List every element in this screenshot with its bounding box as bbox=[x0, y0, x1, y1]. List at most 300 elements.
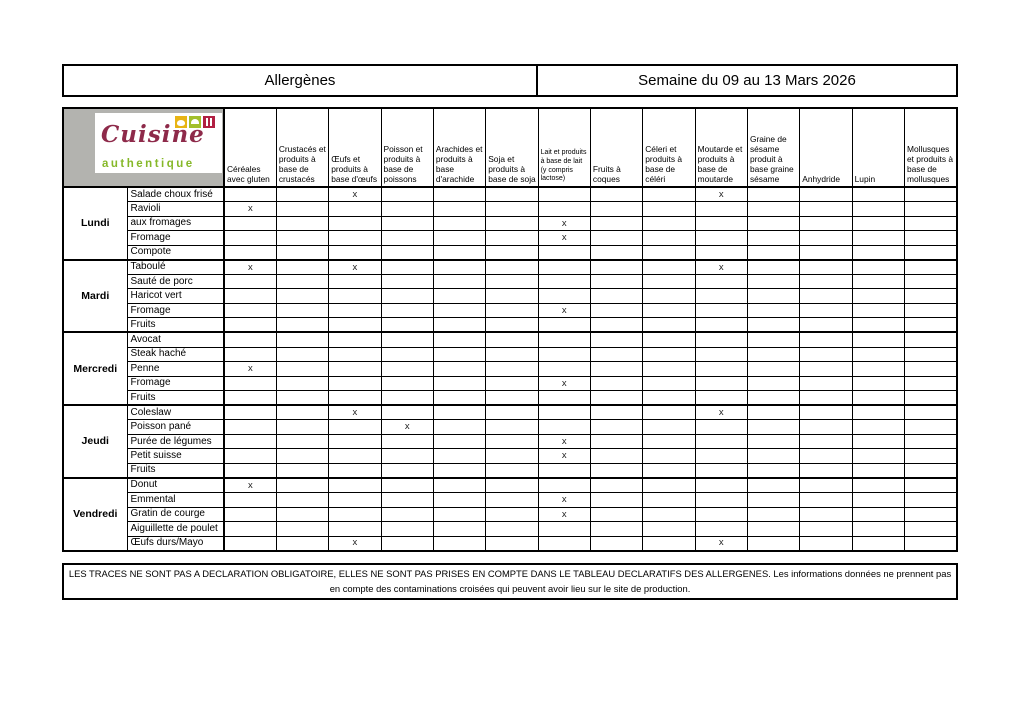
allergen-mark-cell bbox=[433, 303, 485, 318]
allergen-mark-cell bbox=[276, 478, 328, 493]
allergen-mark-cell bbox=[276, 303, 328, 318]
dish-cell: Petit suisse bbox=[127, 449, 224, 464]
allergen-mark-cell bbox=[276, 362, 328, 377]
day-cell: Jeudi bbox=[63, 405, 127, 478]
allergen-mark-cell bbox=[538, 187, 590, 202]
allergen-mark-cell bbox=[486, 434, 538, 449]
allergen-mark-cell bbox=[538, 332, 590, 347]
dish-cell: Fruits bbox=[127, 463, 224, 478]
allergen-mark-cell bbox=[276, 231, 328, 246]
allergen-mark-cell bbox=[643, 376, 695, 391]
allergen-mark-cell bbox=[433, 318, 485, 333]
allergen-mark-cell bbox=[381, 405, 433, 420]
allergen-mark-cell bbox=[329, 362, 381, 377]
allergen-mark-cell bbox=[800, 303, 852, 318]
dish-cell: Aiguillette de poulet bbox=[127, 522, 224, 537]
allergen-mark-cell: x bbox=[224, 362, 276, 377]
allergen-mark-cell bbox=[538, 274, 590, 289]
allergen-mark-cell bbox=[904, 216, 957, 231]
menu-row bbox=[63, 434, 957, 449]
allergen-mark-cell bbox=[852, 434, 904, 449]
menu-row bbox=[63, 231, 957, 246]
allergen-mark-cell: x bbox=[695, 536, 747, 551]
allergen-mark-cell bbox=[904, 187, 957, 202]
allergen-mark-cell bbox=[695, 318, 747, 333]
allergen-mark-cell bbox=[904, 332, 957, 347]
allergen-mark-cell bbox=[590, 449, 642, 464]
allergen-mark-cell bbox=[486, 536, 538, 551]
day-cell: Vendredi bbox=[63, 478, 127, 551]
allergen-mark-cell bbox=[486, 405, 538, 420]
allergen-mark-cell bbox=[590, 507, 642, 522]
allergen-mark-cell bbox=[852, 449, 904, 464]
allergen-mark-cell bbox=[224, 405, 276, 420]
logo-cell bbox=[63, 108, 224, 187]
menu-row bbox=[63, 245, 957, 260]
allergen-mark-cell bbox=[852, 231, 904, 246]
allergen-mark-cell bbox=[224, 434, 276, 449]
allergen-mark-cell bbox=[224, 303, 276, 318]
allergen-mark-cell bbox=[747, 362, 799, 377]
allergen-mark-cell bbox=[852, 405, 904, 420]
allergen-mark-cell bbox=[800, 420, 852, 435]
allergen-mark-cell bbox=[643, 463, 695, 478]
allergen-mark-cell: x bbox=[329, 405, 381, 420]
allergen-mark-cell bbox=[329, 492, 381, 507]
allergen-mark-cell bbox=[590, 492, 642, 507]
allergen-column-header: Soja et produits à base de soja bbox=[486, 108, 538, 187]
allergen-mark-cell bbox=[747, 202, 799, 217]
allergen-mark-cell bbox=[643, 245, 695, 260]
allergen-mark-cell bbox=[538, 420, 590, 435]
allergen-mark-cell bbox=[904, 289, 957, 304]
allergen-mark-cell bbox=[695, 391, 747, 406]
allergen-mark-cell bbox=[486, 362, 538, 377]
allergen-mark-cell bbox=[433, 332, 485, 347]
allergen-mark-cell bbox=[276, 202, 328, 217]
allergen-mark-cell bbox=[695, 507, 747, 522]
allergen-mark-cell bbox=[747, 449, 799, 464]
allergen-mark-cell bbox=[904, 522, 957, 537]
dish-cell: Emmental bbox=[127, 492, 224, 507]
dish-cell: Taboulé bbox=[127, 260, 224, 275]
dish-cell: Donut bbox=[127, 478, 224, 493]
allergen-mark-cell bbox=[381, 362, 433, 377]
allergen-mark-cell bbox=[590, 522, 642, 537]
allergen-mark-cell bbox=[800, 405, 852, 420]
allergen-mark-cell bbox=[381, 274, 433, 289]
allergen-mark-cell bbox=[643, 405, 695, 420]
allergen-mark-cell bbox=[381, 463, 433, 478]
allergen-mark-cell bbox=[852, 478, 904, 493]
allergen-mark-cell bbox=[224, 245, 276, 260]
allergen-mark-cell: x bbox=[224, 260, 276, 275]
allergen-mark-cell bbox=[904, 463, 957, 478]
allergen-mark-cell bbox=[904, 478, 957, 493]
allergen-mark-cell bbox=[433, 507, 485, 522]
allergen-mark-cell bbox=[486, 376, 538, 391]
allergen-mark-cell bbox=[433, 405, 485, 420]
allergen-mark-cell bbox=[800, 376, 852, 391]
allergen-mark-cell bbox=[852, 332, 904, 347]
allergen-mark-cell bbox=[224, 391, 276, 406]
allergen-mark-cell bbox=[747, 391, 799, 406]
allergen-mark-cell bbox=[590, 187, 642, 202]
allergen-mark-cell bbox=[538, 536, 590, 551]
allergen-mark-cell bbox=[276, 289, 328, 304]
allergen-mark-cell bbox=[695, 478, 747, 493]
allergen-mark-cell bbox=[904, 260, 957, 275]
allergen-mark-cell bbox=[643, 536, 695, 551]
allergen-column-header: Lupin bbox=[852, 108, 904, 187]
allergen-mark-cell bbox=[433, 260, 485, 275]
allergen-mark-cell bbox=[538, 202, 590, 217]
allergen-mark-cell bbox=[904, 536, 957, 551]
allergen-mark-cell bbox=[747, 187, 799, 202]
allergen-mark-cell bbox=[590, 289, 642, 304]
allergen-mark-cell bbox=[800, 245, 852, 260]
allergen-mark-cell bbox=[643, 478, 695, 493]
allergen-mark-cell bbox=[276, 420, 328, 435]
allergen-mark-cell bbox=[381, 492, 433, 507]
allergen-mark-cell bbox=[852, 303, 904, 318]
allergen-mark-cell bbox=[904, 420, 957, 435]
allergen-mark-cell bbox=[276, 522, 328, 537]
menu-row bbox=[63, 449, 957, 464]
allergen-mark-cell bbox=[433, 376, 485, 391]
allergen-mark-cell bbox=[695, 303, 747, 318]
allergen-mark-cell bbox=[590, 231, 642, 246]
allergen-mark-cell bbox=[433, 216, 485, 231]
allergen-mark-cell bbox=[224, 216, 276, 231]
allergen-mark-cell bbox=[590, 478, 642, 493]
allergen-mark-cell bbox=[329, 318, 381, 333]
allergen-mark-cell bbox=[486, 231, 538, 246]
logo-script-text: Cuisine bbox=[101, 121, 205, 148]
allergen-mark-cell bbox=[224, 492, 276, 507]
allergen-mark-cell bbox=[590, 463, 642, 478]
allergen-mark-cell bbox=[852, 245, 904, 260]
allergen-mark-cell bbox=[643, 391, 695, 406]
menu-row bbox=[63, 478, 957, 493]
allergen-mark-cell bbox=[852, 391, 904, 406]
allergen-mark-cell bbox=[224, 376, 276, 391]
logo-sub-text: authentique bbox=[102, 158, 195, 170]
allergen-mark-cell bbox=[747, 231, 799, 246]
allergen-mark-cell bbox=[381, 478, 433, 493]
allergen-mark-cell bbox=[381, 216, 433, 231]
allergen-mark-cell bbox=[643, 449, 695, 464]
allergen-mark-cell bbox=[433, 522, 485, 537]
dish-cell: aux fromages bbox=[127, 216, 224, 231]
allergen-mark-cell bbox=[329, 507, 381, 522]
allergen-mark-cell bbox=[329, 274, 381, 289]
menu-row bbox=[63, 274, 957, 289]
allergen-mark-cell bbox=[538, 478, 590, 493]
footer-note: LES TRACES NE SONT PAS A DECLARATION OBLIGATOIRE, ELLES NE SONT PAS PRISES EN COMPTE DANS LE TABLEAU DECLARATIFS DES ALLERGENES. Les informations données ne prennent pas en compte des contaminations croisées qui peuvent avoir lieu sur le site de production. bbox=[62, 563, 958, 600]
allergen-mark-cell bbox=[381, 449, 433, 464]
allergen-mark-cell: x bbox=[329, 260, 381, 275]
allergen-mark-cell bbox=[276, 391, 328, 406]
allergen-mark-cell bbox=[800, 274, 852, 289]
allergen-mark-cell bbox=[381, 391, 433, 406]
allergen-mark-cell bbox=[904, 202, 957, 217]
allergen-mark-cell bbox=[695, 463, 747, 478]
allergen-mark-cell bbox=[643, 231, 695, 246]
allergen-mark-cell bbox=[852, 202, 904, 217]
allergen-mark-cell bbox=[329, 420, 381, 435]
allergen-mark-cell bbox=[852, 492, 904, 507]
allergen-mark-cell bbox=[590, 376, 642, 391]
allergen-mark-cell bbox=[486, 274, 538, 289]
allergen-mark-cell bbox=[643, 507, 695, 522]
allergen-mark-cell bbox=[800, 332, 852, 347]
allergen-mark-cell bbox=[486, 303, 538, 318]
allergen-mark-cell bbox=[486, 260, 538, 275]
allergen-mark-cell: x bbox=[538, 216, 590, 231]
allergen-mark-cell bbox=[747, 492, 799, 507]
allergen-mark-cell bbox=[800, 522, 852, 537]
allergen-mark-cell: x bbox=[695, 260, 747, 275]
allergen-mark-cell bbox=[381, 303, 433, 318]
allergen-mark-cell: x bbox=[381, 420, 433, 435]
allergen-mark-cell bbox=[329, 463, 381, 478]
allergen-mark-cell bbox=[800, 347, 852, 362]
allergen-mark-cell bbox=[381, 245, 433, 260]
allergen-mark-cell bbox=[695, 289, 747, 304]
allergen-mark-cell bbox=[747, 463, 799, 478]
allergen-mark-cell bbox=[852, 216, 904, 231]
allergen-mark-cell bbox=[643, 260, 695, 275]
allergen-mark-cell bbox=[643, 347, 695, 362]
allergen-mark-cell bbox=[747, 405, 799, 420]
menu-row bbox=[63, 332, 957, 347]
allergen-mark-cell bbox=[433, 245, 485, 260]
allergen-mark-cell bbox=[276, 347, 328, 362]
dish-cell: Fruits bbox=[127, 318, 224, 333]
allergen-mark-cell: x bbox=[538, 434, 590, 449]
dish-cell: Poisson pané bbox=[127, 420, 224, 435]
allergen-mark-cell bbox=[643, 187, 695, 202]
dish-cell: Salade choux frisé bbox=[127, 187, 224, 202]
allergen-mark-cell bbox=[904, 318, 957, 333]
allergen-mark-cell bbox=[538, 245, 590, 260]
allergen-mark-cell: x bbox=[695, 187, 747, 202]
allergen-mark-cell bbox=[224, 347, 276, 362]
allergen-mark-cell bbox=[800, 231, 852, 246]
allergen-mark-cell bbox=[329, 347, 381, 362]
allergen-header-row bbox=[63, 108, 957, 187]
allergen-mark-cell bbox=[695, 274, 747, 289]
menu-row bbox=[63, 420, 957, 435]
menu-row bbox=[63, 507, 957, 522]
allergen-mark-cell bbox=[486, 216, 538, 231]
allergen-mark-cell bbox=[329, 449, 381, 464]
allergen-mark-cell: x bbox=[538, 492, 590, 507]
allergen-mark-cell: x bbox=[538, 231, 590, 246]
allergen-mark-cell bbox=[904, 274, 957, 289]
allergen-mark-cell bbox=[486, 202, 538, 217]
allergen-mark-cell bbox=[538, 318, 590, 333]
allergen-mark-cell bbox=[904, 391, 957, 406]
allergen-mark-cell bbox=[486, 507, 538, 522]
allergen-mark-cell bbox=[381, 507, 433, 522]
allergen-mark-cell bbox=[590, 405, 642, 420]
dish-cell: Coleslaw bbox=[127, 405, 224, 420]
dish-cell: Ravioli bbox=[127, 202, 224, 217]
allergen-mark-cell bbox=[643, 274, 695, 289]
allergen-mark-cell bbox=[486, 245, 538, 260]
allergen-mark-cell bbox=[852, 274, 904, 289]
title-bar bbox=[62, 64, 958, 97]
menu-row bbox=[63, 260, 957, 275]
allergen-mark-cell bbox=[852, 362, 904, 377]
allergen-mark-cell bbox=[590, 536, 642, 551]
allergen-mark-cell bbox=[433, 449, 485, 464]
allergen-mark-cell bbox=[590, 303, 642, 318]
allergen-mark-cell bbox=[800, 202, 852, 217]
allergen-mark-cell bbox=[747, 245, 799, 260]
allergen-mark-cell bbox=[224, 332, 276, 347]
allergen-mark-cell bbox=[276, 332, 328, 347]
allergen-mark-cell bbox=[329, 522, 381, 537]
allergen-mark-cell bbox=[486, 391, 538, 406]
allergen-mark-cell bbox=[381, 434, 433, 449]
allergen-mark-cell bbox=[643, 420, 695, 435]
allergen-mark-cell bbox=[695, 434, 747, 449]
allergen-mark-cell bbox=[224, 420, 276, 435]
allergen-mark-cell bbox=[852, 187, 904, 202]
allergen-column-header: Mollusques et produits à base de mollusques bbox=[904, 108, 957, 187]
menu-row bbox=[63, 187, 957, 202]
allergen-mark-cell bbox=[800, 318, 852, 333]
allergen-mark-cell bbox=[381, 289, 433, 304]
allergen-mark-cell bbox=[747, 536, 799, 551]
allergen-mark-cell: x bbox=[329, 536, 381, 551]
allergen-table bbox=[62, 107, 958, 552]
allergen-mark-cell: x bbox=[538, 376, 590, 391]
allergen-mark-cell bbox=[695, 202, 747, 217]
allergen-mark-cell bbox=[747, 303, 799, 318]
allergen-mark-cell bbox=[433, 536, 485, 551]
allergen-mark-cell bbox=[276, 260, 328, 275]
allergen-mark-cell bbox=[329, 289, 381, 304]
allergen-mark-cell bbox=[381, 202, 433, 217]
allergen-mark-cell bbox=[486, 478, 538, 493]
allergen-mark-cell bbox=[904, 245, 957, 260]
allergen-mark-cell bbox=[747, 522, 799, 537]
allergen-mark-cell bbox=[747, 347, 799, 362]
allergen-mark-cell bbox=[852, 522, 904, 537]
allergen-mark-cell bbox=[695, 216, 747, 231]
allergen-mark-cell bbox=[276, 274, 328, 289]
allergen-mark-cell bbox=[643, 303, 695, 318]
allergen-column-header: Œufs et produits à base d'œufs bbox=[329, 108, 381, 187]
allergen-mark-cell bbox=[800, 289, 852, 304]
allergen-mark-cell bbox=[433, 202, 485, 217]
dish-cell: Fromage bbox=[127, 303, 224, 318]
allergen-mark-cell bbox=[643, 522, 695, 537]
allergen-mark-cell bbox=[224, 522, 276, 537]
menu-row bbox=[63, 405, 957, 420]
allergen-mark-cell bbox=[276, 536, 328, 551]
allergen-mark-cell bbox=[747, 376, 799, 391]
allergen-mark-cell bbox=[329, 478, 381, 493]
allergen-mark-cell bbox=[695, 376, 747, 391]
allergen-mark-cell bbox=[590, 347, 642, 362]
allergen-mark-cell bbox=[433, 274, 485, 289]
allergen-mark-cell bbox=[590, 362, 642, 377]
allergen-mark-cell bbox=[329, 216, 381, 231]
allergen-mark-cell bbox=[747, 332, 799, 347]
allergen-mark-cell bbox=[747, 318, 799, 333]
day-cell: Mercredi bbox=[63, 332, 127, 405]
allergen-mark-cell bbox=[800, 449, 852, 464]
allergen-mark-cell bbox=[747, 478, 799, 493]
allergen-mark-cell bbox=[643, 202, 695, 217]
allergen-mark-cell bbox=[276, 507, 328, 522]
allergen-mark-cell bbox=[433, 187, 485, 202]
allergen-mark-cell bbox=[904, 449, 957, 464]
allergen-mark-cell bbox=[329, 391, 381, 406]
allergen-mark-cell bbox=[852, 260, 904, 275]
allergen-mark-cell bbox=[433, 289, 485, 304]
allergen-mark-cell bbox=[433, 478, 485, 493]
allergen-mark-cell bbox=[433, 231, 485, 246]
allergen-column-header: Fruits à coques bbox=[590, 108, 642, 187]
allergen-mark-cell bbox=[904, 231, 957, 246]
allergen-mark-cell bbox=[643, 216, 695, 231]
dish-cell: Purée de légumes bbox=[127, 434, 224, 449]
menu-row bbox=[63, 376, 957, 391]
allergen-mark-cell bbox=[800, 260, 852, 275]
allergen-mark-cell bbox=[590, 202, 642, 217]
allergen-mark-cell bbox=[904, 362, 957, 377]
allergen-mark-cell bbox=[276, 449, 328, 464]
dish-cell: Compote bbox=[127, 245, 224, 260]
allergen-mark-cell bbox=[800, 492, 852, 507]
allergen-mark-cell bbox=[800, 507, 852, 522]
allergen-mark-cell bbox=[381, 536, 433, 551]
allergen-mark-cell bbox=[433, 420, 485, 435]
allergen-mark-cell bbox=[695, 332, 747, 347]
allergen-mark-cell: x bbox=[695, 405, 747, 420]
allergen-mark-cell bbox=[329, 245, 381, 260]
allergen-mark-cell bbox=[329, 231, 381, 246]
allergen-mark-cell bbox=[433, 492, 485, 507]
allergen-mark-cell bbox=[643, 318, 695, 333]
menu-row bbox=[63, 303, 957, 318]
allergen-mark-cell bbox=[486, 449, 538, 464]
allergen-mark-cell bbox=[486, 332, 538, 347]
allergen-mark-cell bbox=[800, 463, 852, 478]
allergen-mark-cell bbox=[800, 391, 852, 406]
menu-row bbox=[63, 216, 957, 231]
allergen-mark-cell bbox=[538, 522, 590, 537]
allergen-mark-cell bbox=[590, 318, 642, 333]
menu-row bbox=[63, 318, 957, 333]
allergen-mark-cell bbox=[486, 347, 538, 362]
allergen-mark-cell bbox=[224, 536, 276, 551]
allergen-mark-cell bbox=[224, 231, 276, 246]
menu-row bbox=[63, 522, 957, 537]
allergen-column-header: Moutarde et produits à base de moutarde bbox=[695, 108, 747, 187]
allergen-mark-cell bbox=[486, 187, 538, 202]
dish-cell: Haricot vert bbox=[127, 289, 224, 304]
allergen-mark-cell bbox=[590, 434, 642, 449]
week-title: Semaine du 09 au 13 Mars 2026 bbox=[638, 72, 856, 89]
allergen-mark-cell bbox=[538, 405, 590, 420]
